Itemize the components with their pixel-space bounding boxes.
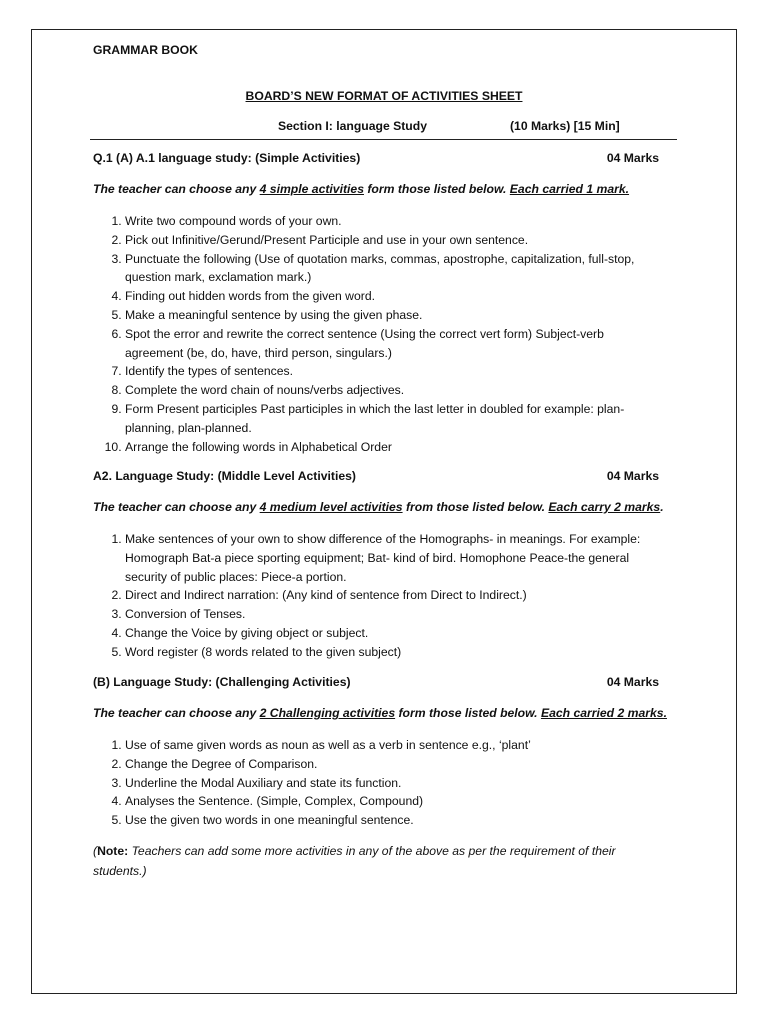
section-name: Section I: language Study: [278, 119, 427, 133]
q1-heading: [93, 151, 659, 165]
sheet-title: BOARD’S NEW FORMAT OF ACTIVITIES SHEET: [245, 89, 523, 103]
b-activity-list: [93, 736, 665, 830]
list-item: 2. Direct and Indirect narration: (Any kind of sentence from Direct to Indirect.): [125, 586, 665, 605]
list-item: 10. Arrange the following words in Alphabetical Order: [125, 438, 665, 457]
list-item: 5. Use the given two words in one meaningful sentence.: [125, 811, 665, 830]
a2-marks: 04 Marks: [606, 469, 659, 483]
b-heading: [93, 675, 659, 689]
q1-instr-underline-2: Each carried 1 mark.: [509, 182, 630, 196]
b-heading-text: (B) Language Study: (Challenging Activities): [93, 675, 351, 689]
a2-instr-end: .: [660, 500, 664, 514]
list-item: 5. Word register (8 words related to the given subject): [125, 643, 665, 662]
b-instruction: [93, 706, 673, 720]
q1-marks: 04 Marks: [606, 151, 659, 165]
list-item: 2. Change the Degree of Comparison.: [125, 755, 665, 774]
list-item: 3. Punctuate the following (Use of quotation marks, commas, apostrophe, capitalization, full-stop, question mark, exclamation mark.): [125, 250, 665, 288]
a2-heading: [93, 469, 659, 483]
q1-activity-list: [93, 212, 665, 456]
list-item: 4. Analyses the Sentence. (Simple, Complex, Compound): [125, 792, 665, 811]
a2-instruction: [93, 500, 673, 514]
list-item: 7. Identify the types of sentences.: [125, 362, 665, 381]
section-row: [90, 119, 677, 140]
b-marks: 04 Marks: [606, 675, 659, 689]
note-label: Note:: [97, 844, 129, 858]
a2-instr-text-mid: from those listed below.: [402, 500, 549, 514]
q1-instr-text: The teacher can choose any: [93, 182, 260, 196]
list-item: 1. Make sentences of your own to show difference of the Homographs- in meanings. For example: Homograph Bat-a piece sporting equipment; Bat- kind of bird. Homophone Peace-the general security of public places: Piece-a portion.: [125, 530, 665, 586]
note-open-paren: (: [93, 844, 98, 858]
list-item: 6. Spot the error and rewrite the correct sentence (Using the correct vert form) Subject-verb agreement (be, do, have, third person, singulars.): [125, 325, 665, 363]
b-instr-underline-2: Each carried 2 marks.: [540, 706, 667, 720]
list-item: 1. Write two compound words of your own.: [125, 212, 665, 231]
note-text: Teachers can add some more activities in any of the above as per the requirement of their students.): [93, 844, 616, 878]
list-item: 8. Complete the word chain of nouns/verbs adjectives.: [125, 381, 665, 400]
b-instr-text-mid: form those listed below.: [395, 706, 541, 720]
a2-activity-list: [93, 530, 665, 662]
a2-instr-underline-2: Each carry 2 marks: [548, 500, 661, 514]
q1-heading-text: Q.1 (A) A.1 language study: (Simple Activities): [93, 151, 361, 165]
list-item: 5. Make a meaningful sentence by using the given phase.: [125, 306, 665, 325]
list-item: 1. Use of same given words as noun as well as a verb in sentence e.g., ‘plant’: [125, 736, 665, 755]
teacher-note: [93, 842, 658, 881]
a2-instr-underline-1: 4 medium level activities: [259, 500, 403, 514]
section-marks: (10 Marks) [15 Min]: [510, 119, 620, 133]
q1-instr-text-mid: form those listed below.: [363, 182, 510, 196]
a2-heading-text: A2. Language Study: (Middle Level Activities): [93, 469, 356, 483]
q1-instruction: [93, 182, 673, 196]
list-item: 2. Pick out Infinitive/Gerund/Present Participle and use in your own sentence.: [125, 231, 665, 250]
a2-instr-text: The teacher can choose any: [93, 500, 260, 514]
b-instr-text: The teacher can choose any: [93, 706, 260, 720]
b-instr-underline-1: 2 Challenging activities: [259, 706, 396, 720]
list-item: 3. Underline the Modal Auxiliary and state its function.: [125, 774, 665, 793]
list-item: 9. Form Present participles Past participles in which the last letter in doubled for example: plan-planning, plan-planned.: [125, 400, 665, 438]
list-item: 4. Finding out hidden words from the given word.: [125, 287, 665, 306]
list-item: 3. Conversion of Tenses.: [125, 605, 665, 624]
list-item: 4. Change the Voice by giving object or subject.: [125, 624, 665, 643]
q1-instr-underline-1: 4 simple activities: [259, 182, 364, 196]
book-header: GRAMMAR BOOK: [93, 43, 198, 57]
